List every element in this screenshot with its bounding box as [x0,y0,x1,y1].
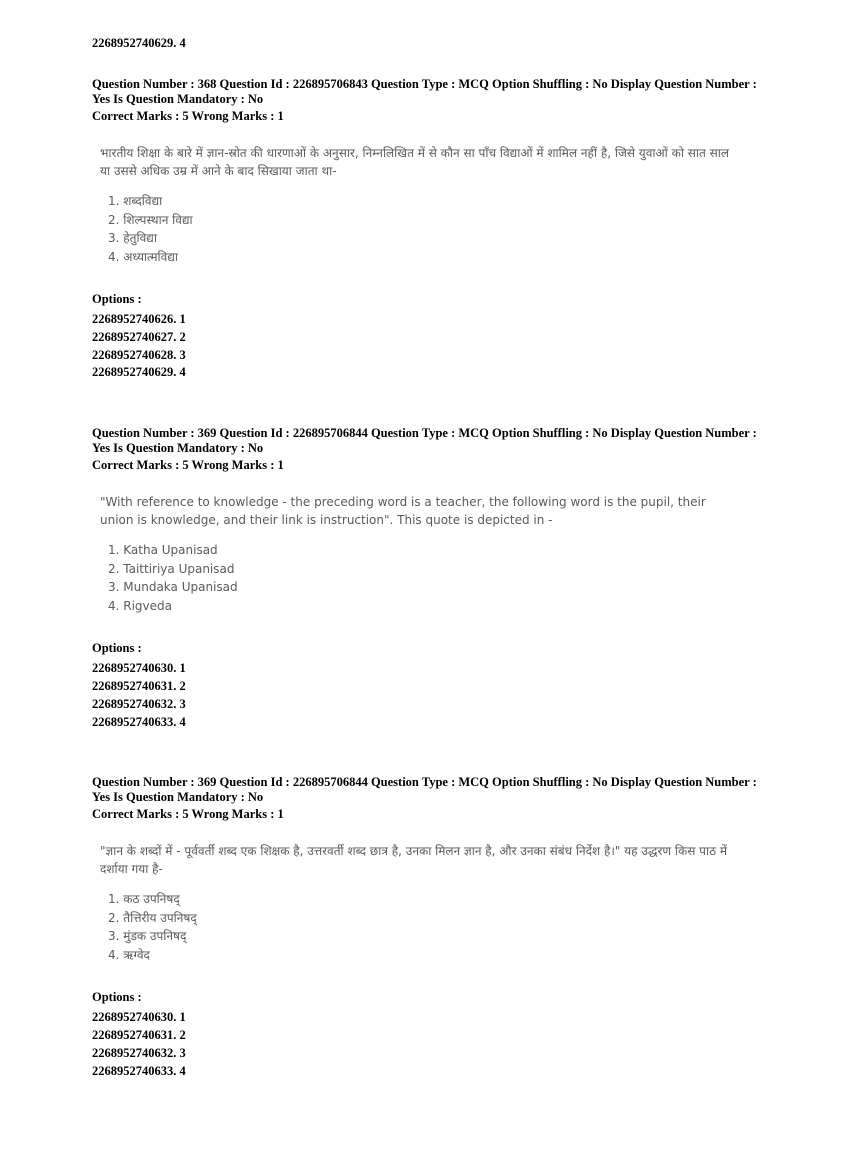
option-id-list [92,1009,758,1080]
option-id: 2268952740633. 4 [92,714,186,729]
option-id: 2268952740627. 2 [92,329,186,344]
choice-item: 4. Rigveda [108,598,173,613]
option-id: 2268952740628. 3 [92,347,186,362]
option-id-list [92,660,758,731]
question-text: "ज्ञान के शब्दों में - पूर्ववर्ती शब्द एक शिक्षक है, उत्तरवर्ती शब्द छात्र है, उनका मिलन ज्ञान है, और उनका संबंध निर्देश है।" यह उद्धरण किस पाठ में दर्शाया गया है- [100,844,728,877]
choice-item: 4. अध्यात्मविद्या [108,249,179,264]
question-meta: Question Number : 369 Question Id : 226895706844 Question Type : MCQ Option Shuffling : No Display Question Number : Yes Is Question Mandatory : No [92,775,757,805]
question-text: "With reference to knowledge - the preceding word is a teacher, the following word is the pupil, their union is knowledge, and their link is instruction". This quote is depicted in - [100,495,706,528]
option-id-list [92,311,758,382]
option-id: 2268952740630. 1 [92,661,186,676]
choice-item: 1. कठ उपनिषद् [108,892,180,907]
choice-item: 2. तैत्तिरीय उपनिषद् [108,910,197,925]
choice-list [108,541,758,615]
question-block-368 [92,77,758,382]
choice-item: 3. हेतुविद्या [108,231,157,245]
choice-list [108,890,758,964]
choice-item: 1. Katha Upanisad [108,543,218,558]
option-id: 2268952740631. 2 [92,1028,186,1043]
choice-item: 4. ऋग्वेद [108,947,150,962]
choice-item: 2. शिल्पस्थान विद्या [108,212,193,227]
question-marks: Correct Marks : 5 Wrong Marks : 1 [92,109,284,123]
question-marks: Correct Marks : 5 Wrong Marks : 1 [92,807,284,822]
question-marks: Correct Marks : 5 Wrong Marks : 1 [92,458,284,473]
options-label: Options : [92,641,142,656]
option-id: 2268952740630. 1 [92,1010,186,1025]
choice-item: 2. Taittiriya Upanisad [108,561,235,576]
question-block-369-hindi [92,775,758,1080]
question-meta: Question Number : 368 Question Id : 226895706843 Question Type : MCQ Option Shuffling : No Display Question Number : Yes Is Question Mandatory : No [92,77,757,106]
choice-item: 1. शब्दविद्या [108,194,163,208]
options-label: Options : [92,292,142,306]
choice-item: 3. मुंडक उपनिषद् [108,929,187,944]
option-id: 2268952740626. 1 [92,312,186,326]
option-id: 2268952740631. 2 [92,678,186,693]
question-block-369-english [92,426,758,731]
page-ref-line: 2268952740629. 4 [92,36,186,50]
question-text: भारतीय शिक्षा के बारे में ज्ञान-स्रोत की धारणाओं के अनुसार, निम्नलिखित में से कौन सा पाँच विद्याओं में शामिल नहीं है, जिसे युवाओं को सात साल या उससे अधिक उम्र में आने के बाद सिखाया जाता था- [100,146,729,178]
option-id: 2268952740632. 3 [92,1045,186,1060]
option-id: 2268952740632. 3 [92,696,186,711]
option-id: 2268952740629. 4 [92,365,186,380]
options-label: Options : [92,990,142,1005]
choice-list [108,192,758,266]
choice-item: 3. Mundaka Upanisad [108,580,238,595]
option-id: 2268952740633. 4 [92,1063,186,1078]
question-meta: Question Number : 369 Question Id : 226895706844 Question Type : MCQ Option Shuffling : No Display Question Number : Yes Is Question Mandatory : No [92,426,757,456]
